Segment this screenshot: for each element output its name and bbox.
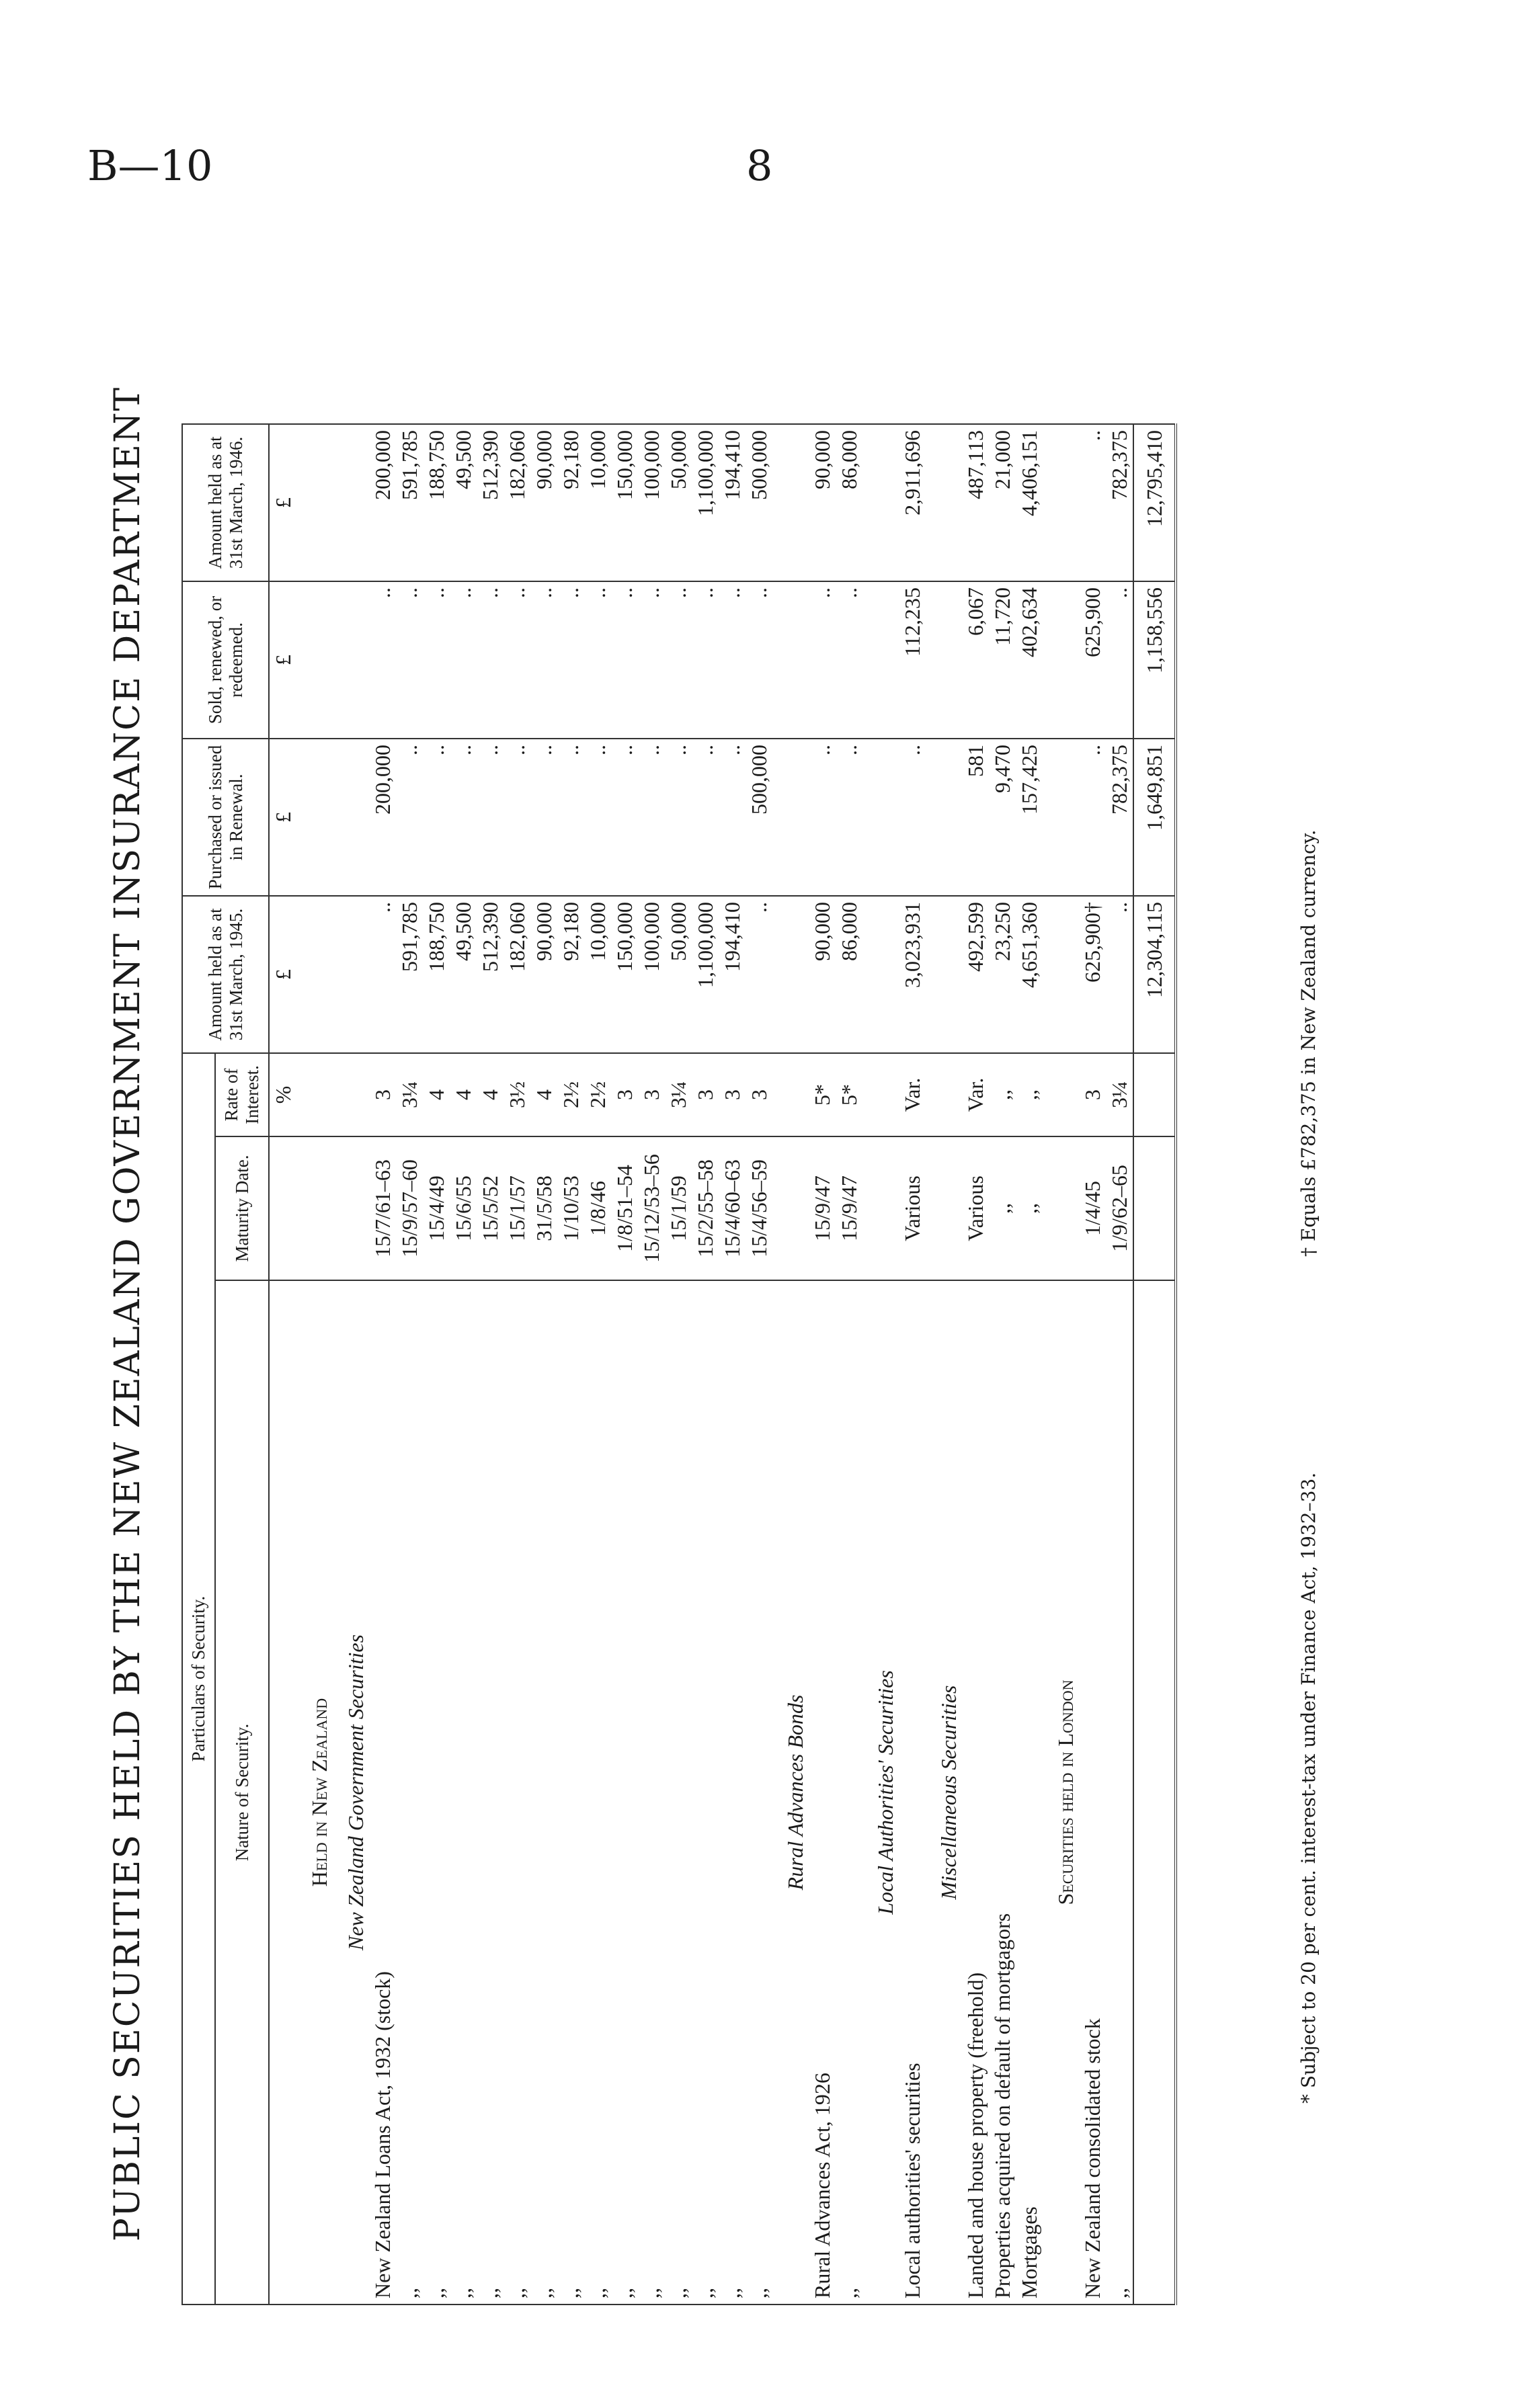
cell-held-1945: 86,000 <box>836 896 862 1053</box>
blank-cell <box>333 739 369 896</box>
cell-purchased: 500,000 <box>746 739 772 896</box>
cell-rate: 4 <box>423 1053 450 1136</box>
cell-rate: 3 <box>719 1053 746 1136</box>
cell-maturity: 15/12/53–56 <box>638 1136 665 1280</box>
blank-cell <box>296 581 333 739</box>
securities-table <box>182 423 1177 2305</box>
cell-nature: Rural Advances Act, 1926 <box>809 1280 836 2305</box>
cell-held-1945: 4,651,360 <box>1016 896 1043 1053</box>
cell-maturity: 15/5/52 <box>477 1136 504 1280</box>
cell-maturity: Various <box>962 1136 989 1280</box>
cell-sold: .. <box>584 581 611 739</box>
cell-held-1945: 10,000 <box>584 896 611 1053</box>
table-row <box>530 424 557 2305</box>
cell-sold: 11,720 <box>989 581 1016 739</box>
cell-nature: Landed and house property (freehold) <box>962 1280 989 2305</box>
table-row <box>1016 424 1043 2305</box>
cell-sold: .. <box>809 581 836 739</box>
cell-nature: ,, <box>692 1280 719 2305</box>
blank-cell <box>926 424 962 581</box>
table-row <box>557 424 584 2305</box>
cell-sold: .. <box>638 581 665 739</box>
cell-sold: .. <box>1106 581 1133 739</box>
blank-cell <box>1043 896 1079 1053</box>
blank-cell <box>772 581 809 739</box>
cell-rate: 3¼ <box>665 1053 692 1136</box>
blank-cell <box>296 739 333 896</box>
cell-held-1946: 50,000 <box>665 424 692 581</box>
cell-purchased: .. <box>809 739 836 896</box>
cell-held-1946: 487,113 <box>962 424 989 581</box>
cell-rate: 3¼ <box>396 1053 423 1136</box>
cell-purchased: .. <box>584 739 611 896</box>
table-row <box>899 424 926 2305</box>
cell-rate: 2½ <box>557 1053 584 1136</box>
blank-cell <box>862 739 899 896</box>
blank-cell <box>1133 1280 1176 2305</box>
table-row <box>450 424 477 2305</box>
cell-rate: 3 <box>692 1053 719 1136</box>
cell-rate: 4 <box>450 1053 477 1136</box>
cell-purchased: 9,470 <box>989 739 1016 896</box>
cell-held-1945: 194,410 <box>719 896 746 1053</box>
cell-purchased: .. <box>611 739 638 896</box>
cell-held-1945: 23,250 <box>989 896 1016 1053</box>
cell-nature: ,, <box>477 1280 504 2305</box>
cell-purchased: .. <box>638 739 665 896</box>
cell-maturity: 15/9/57–60 <box>396 1136 423 1280</box>
cell-purchased: 581 <box>962 739 989 896</box>
cell-maturity: ,, <box>1016 1136 1043 1280</box>
table-row <box>423 424 450 2305</box>
cell-held-1946: 49,500 <box>450 424 477 581</box>
cell-rate: 2½ <box>584 1053 611 1136</box>
cell-held-1945: 92,180 <box>557 896 584 1053</box>
blank-cell <box>926 896 962 1053</box>
cell-purchased: .. <box>1079 739 1106 896</box>
cell-sold: .. <box>746 581 772 739</box>
cell-rate: 3 <box>611 1053 638 1136</box>
unit-purchased: £ <box>269 739 296 896</box>
cell-held-1945: 100,000 <box>638 896 665 1053</box>
cell-held-1946: 150,000 <box>611 424 638 581</box>
cell-rate: 4 <box>530 1053 557 1136</box>
cell-nature: ,, <box>450 1280 477 2305</box>
table-row <box>989 424 1016 2305</box>
cell-held-1946: 10,000 <box>584 424 611 581</box>
blank-cell <box>862 896 899 1053</box>
cell-sold: .. <box>719 581 746 739</box>
cell-nature: ,, <box>719 1280 746 2305</box>
cell-maturity: 15/9/47 <box>809 1136 836 1280</box>
cell-sold: .. <box>369 581 396 739</box>
cell-maturity: 15/7/61–63 <box>369 1136 396 1280</box>
blank-cell <box>1133 1136 1176 1280</box>
header-particulars: Particulars of Security. <box>182 1053 215 2305</box>
cell-nature: ,, <box>584 1280 611 2305</box>
cell-held-1946: 92,180 <box>557 424 584 581</box>
unit-sold: £ <box>269 581 296 739</box>
blank-cell <box>333 581 369 739</box>
cell-rate: 3 <box>1079 1053 1106 1136</box>
cell-held-1945: 1,100,000 <box>692 896 719 1053</box>
cell-sold: .. <box>504 581 530 739</box>
cell-purchased: .. <box>450 739 477 896</box>
unit-held-1946: £ <box>269 424 296 581</box>
table-row <box>584 424 611 2305</box>
cell-sold: 112,235 <box>899 581 926 739</box>
table-row <box>746 424 772 2305</box>
table-row <box>962 424 989 2305</box>
cell-purchased: .. <box>719 739 746 896</box>
blank-cell <box>926 739 962 896</box>
cell-held-1946: 782,375 <box>1106 424 1133 581</box>
total-held-1945: 12,304,115 <box>1133 896 1176 1053</box>
cell-rate: 5* <box>836 1053 862 1136</box>
rotated-table-block <box>108 323 1385 2305</box>
cell-sold: .. <box>396 581 423 739</box>
cell-maturity: 15/6/55 <box>450 1136 477 1280</box>
total-sold: 1,158,556 <box>1133 581 1176 739</box>
header-maturity: Maturity Date. <box>215 1136 269 1280</box>
cell-held-1946: 200,000 <box>369 424 396 581</box>
cell-maturity: 1/9/62–65 <box>1106 1136 1133 1280</box>
cell-held-1946: 4,406,151 <box>1016 424 1043 581</box>
cell-sold: .. <box>477 581 504 739</box>
unit-rate: % <box>269 1053 296 1136</box>
cell-held-1945: 90,000 <box>809 896 836 1053</box>
cell-held-1946: 500,000 <box>746 424 772 581</box>
cell-sold: .. <box>557 581 584 739</box>
cell-nature: Local authorities' securities <box>899 1280 926 2305</box>
cell-maturity: 15/2/55–58 <box>692 1136 719 1280</box>
blank-cell <box>926 1053 962 1136</box>
cell-rate: 3¼ <box>1106 1053 1133 1136</box>
cell-held-1945: 492,599 <box>962 896 989 1053</box>
cell-nature: Mortgages <box>1016 1280 1043 2305</box>
cell-held-1945: 512,390 <box>477 896 504 1053</box>
footnote-dagger: † Equals £782,375 in New Zealand currency. <box>1297 829 1320 1257</box>
cell-maturity: 1/8/51–54 <box>611 1136 638 1280</box>
cell-maturity: 1/4/45 <box>1079 1136 1106 1280</box>
cell-held-1946: 188,750 <box>423 424 450 581</box>
totals-row <box>1133 424 1176 2305</box>
total-held-1946: 12,795,410 <box>1133 424 1176 581</box>
cell-purchased: .. <box>530 739 557 896</box>
cell-sold: .. <box>530 581 557 739</box>
cell-purchased: .. <box>557 739 584 896</box>
cell-held-1945: .. <box>1106 896 1133 1053</box>
cell-maturity: 15/4/60–63 <box>719 1136 746 1280</box>
table-row <box>1079 424 1106 2305</box>
cell-sold: .. <box>423 581 450 739</box>
table-row <box>665 424 692 2305</box>
blank-cell <box>296 424 333 581</box>
cell-nature: ,, <box>638 1280 665 2305</box>
cell-rate: 3 <box>638 1053 665 1136</box>
cell-purchased: .. <box>899 739 926 896</box>
cell-held-1945: 625,900† <box>1079 896 1106 1053</box>
cell-purchased: .. <box>692 739 719 896</box>
cell-held-1946: 194,410 <box>719 424 746 581</box>
cell-nature: ,, <box>746 1280 772 2305</box>
blank-cell <box>296 1136 333 1280</box>
section-subheading: Local Authorities' Securities <box>862 1280 899 2305</box>
total-purchased: 1,649,851 <box>1133 739 1176 896</box>
cell-sold: .. <box>611 581 638 739</box>
cell-purchased: .. <box>504 739 530 896</box>
blank-cell <box>333 424 369 581</box>
cell-nature: ,, <box>611 1280 638 2305</box>
cell-maturity: 15/1/59 <box>665 1136 692 1280</box>
unit-held-1945: £ <box>269 896 296 1053</box>
table-row <box>638 424 665 2305</box>
cell-purchased: .. <box>665 739 692 896</box>
blank-cell <box>1043 1053 1079 1136</box>
table-row <box>719 424 746 2305</box>
table-row <box>809 424 836 2305</box>
cell-held-1945: .. <box>746 896 772 1053</box>
cell-purchased: .. <box>477 739 504 896</box>
cell-rate: Var. <box>962 1053 989 1136</box>
cell-maturity: 15/1/57 <box>504 1136 530 1280</box>
cell-nature: ,, <box>557 1280 584 2305</box>
cell-sold: 402,634 <box>1016 581 1043 739</box>
cell-rate: ,, <box>1016 1053 1043 1136</box>
cell-sold: .. <box>450 581 477 739</box>
blank-cell <box>862 1136 899 1280</box>
cell-nature: ,, <box>504 1280 530 2305</box>
blank-cell <box>333 896 369 1053</box>
blank-cell <box>926 581 962 739</box>
section-heading: Held in New Zealand <box>296 1280 333 2305</box>
blank-cell <box>772 424 809 581</box>
blank-cell <box>862 1053 899 1136</box>
header-held-1945: Amount held as at 31st March, 1945. <box>182 896 269 1053</box>
blank-cell <box>333 1053 369 1136</box>
cell-held-1946: 591,785 <box>396 424 423 581</box>
blank-cell <box>772 739 809 896</box>
blank-cell <box>1043 739 1079 896</box>
cell-held-1945: 150,000 <box>611 896 638 1053</box>
cell-rate: 3 <box>369 1053 396 1136</box>
cell-rate: ,, <box>989 1053 1016 1136</box>
table-row <box>692 424 719 2305</box>
footnote-star: * Subject to 20 per cent. interest-tax under Finance Act, 1932–33. <box>1297 1472 1320 2104</box>
cell-rate: 5* <box>809 1053 836 1136</box>
table-title: PUBLIC SECURITIES HELD BY THE NEW ZEALAND GOVERNMENT INSURANCE DEPARTMENT <box>108 386 148 2242</box>
page-header <box>87 141 1443 202</box>
table-row <box>1106 424 1133 2305</box>
section-subheading: New Zealand Government Securities <box>333 1280 369 2305</box>
cell-held-1946: 1,100,000 <box>692 424 719 581</box>
header-sold: Sold, renewed, or redeemed. <box>182 581 269 739</box>
blank-cell <box>772 896 809 1053</box>
cell-purchased: 157,425 <box>1016 739 1043 896</box>
cell-held-1946: 21,000 <box>989 424 1016 581</box>
table-row <box>477 424 504 2305</box>
cell-maturity: 31/5/58 <box>530 1136 557 1280</box>
header-held-1946: Amount held as at 31st March, 1946. <box>182 424 269 581</box>
cell-maturity: 1/8/46 <box>584 1136 611 1280</box>
cell-held-1946: .. <box>1079 424 1106 581</box>
cell-rate: 4 <box>477 1053 504 1136</box>
cell-maturity: 15/9/47 <box>836 1136 862 1280</box>
cell-rate: Var. <box>899 1053 926 1136</box>
cell-held-1946: 182,060 <box>504 424 530 581</box>
cell-held-1945: .. <box>369 896 396 1053</box>
page-number: 8 <box>746 141 773 190</box>
cell-maturity: 15/4/49 <box>423 1136 450 1280</box>
cell-held-1946: 100,000 <box>638 424 665 581</box>
blank-cell <box>333 1136 369 1280</box>
cell-sold: .. <box>665 581 692 739</box>
cell-held-1946: 512,390 <box>477 424 504 581</box>
header-nature: Nature of Security. <box>215 1280 269 2305</box>
cell-purchased: 200,000 <box>369 739 396 896</box>
cell-held-1946: 86,000 <box>836 424 862 581</box>
cell-held-1945: 3,023,931 <box>899 896 926 1053</box>
cell-held-1945: 49,500 <box>450 896 477 1053</box>
table-row <box>369 424 396 2305</box>
blank-cell <box>862 424 899 581</box>
cell-sold: .. <box>836 581 862 739</box>
cell-held-1946: 90,000 <box>530 424 557 581</box>
blank-cell <box>772 1136 809 1280</box>
cell-held-1946: 90,000 <box>809 424 836 581</box>
blank-cell <box>862 581 899 739</box>
cell-held-1945: 591,785 <box>396 896 423 1053</box>
cell-nature: New Zealand Loans Act, 1932 (stock) <box>369 1280 396 2305</box>
section-subheading: Miscellaneous Securities <box>926 1280 962 2305</box>
blank-cell <box>1043 581 1079 739</box>
cell-purchased: .. <box>836 739 862 896</box>
section-subheading: Rural Advances Bonds <box>772 1280 809 2305</box>
table-row <box>504 424 530 2305</box>
cell-nature: New Zealand consolidated stock <box>1079 1280 1106 2305</box>
cell-maturity: ,, <box>989 1136 1016 1280</box>
section-heading: Securities held in London <box>1043 1280 1079 2305</box>
cell-held-1946: 2,911,696 <box>899 424 926 581</box>
cell-held-1945: 50,000 <box>665 896 692 1053</box>
cell-held-1945: 90,000 <box>530 896 557 1053</box>
cell-nature: ,, <box>530 1280 557 2305</box>
blank-cell <box>1043 1136 1079 1280</box>
cell-maturity: Various <box>899 1136 926 1280</box>
blank-cell <box>772 1053 809 1136</box>
header-rate: Rate of Interest. <box>215 1053 269 1136</box>
cell-maturity: 15/4/56–59 <box>746 1136 772 1280</box>
cell-purchased: .. <box>423 739 450 896</box>
cell-purchased: 782,375 <box>1106 739 1133 896</box>
cell-nature: ,, <box>665 1280 692 2305</box>
cell-nature: ,, <box>1106 1280 1133 2305</box>
cell-nature: ,, <box>396 1280 423 2305</box>
blank-cell <box>296 896 333 1053</box>
blank-cell <box>1133 1053 1176 1136</box>
cell-rate: 3 <box>746 1053 772 1136</box>
cell-nature: ,, <box>423 1280 450 2305</box>
cell-nature: Properties acquired on default of mortgagors <box>989 1280 1016 2305</box>
blank-cell <box>926 1136 962 1280</box>
cell-nature: ,, <box>836 1280 862 2305</box>
table-row <box>396 424 423 2305</box>
blank-cell <box>296 1053 333 1136</box>
cell-held-1945: 188,750 <box>423 896 450 1053</box>
header-purchased: Purchased or issued in Renewal. <box>182 739 269 896</box>
cell-maturity: 1/10/53 <box>557 1136 584 1280</box>
cell-purchased: .. <box>396 739 423 896</box>
cell-rate: 3½ <box>504 1053 530 1136</box>
blank-cell <box>1043 424 1079 581</box>
cell-sold: 625,900 <box>1079 581 1106 739</box>
table-row <box>836 424 862 2305</box>
table-row <box>611 424 638 2305</box>
page-id: B—10 <box>87 141 213 190</box>
cell-sold: .. <box>692 581 719 739</box>
cell-sold: 6,067 <box>962 581 989 739</box>
cell-held-1945: 182,060 <box>504 896 530 1053</box>
